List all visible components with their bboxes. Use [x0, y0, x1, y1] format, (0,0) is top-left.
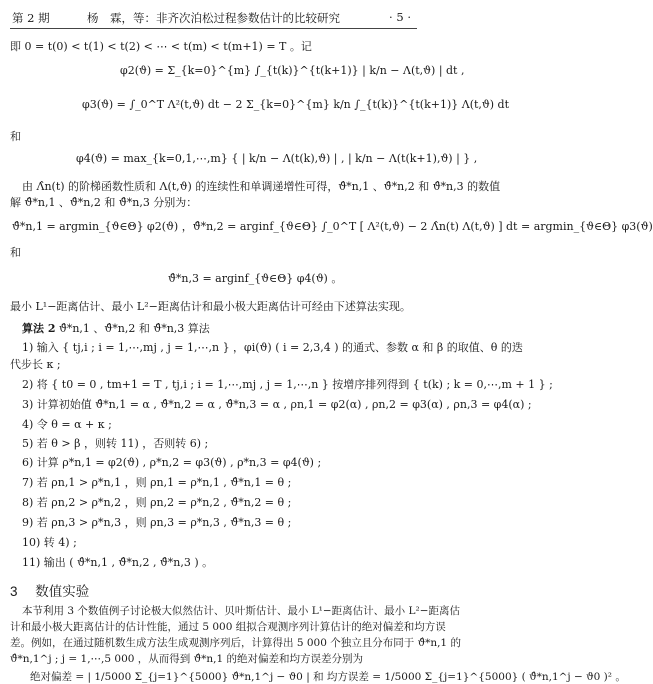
text-line: 最小 L¹−距离估计、最小 L²−距离估计和最小极大距离估计可经由下述算法实现。 — [10, 300, 411, 313]
text-line: 计和最小极大距离估计的估计性能，通过 5 000 组拟合观测序列计算估计的绝对偏差和均方误 — [10, 621, 446, 633]
algorithm-step: 3) 计算初始值 ϑ̂*n,1 = α , ϑ̂*n,2 = α , ϑ̂*n,3 = α , ρn,1 = φ2(α) , ρn,2 = φ3(α) , ρn,3 = φ4(α) ; — [22, 398, 532, 411]
algorithm-step: 7) 若 ρn,1 > ρ*n,1 ，则 ρn,1 = ρ*n,1 , ϑ̂*n,1 = θ ; — [22, 476, 292, 489]
running-title: 杨 霖，等：非齐次泊松过程参数估计的比较研究 — [87, 11, 340, 25]
algorithm-step: 11) 输出 ( ϑ̂*n,1 , ϑ̂*n,2 , ϑ̂*n,3 ) 。 — [22, 556, 214, 569]
text-line: 解 ϑ̂*n,1 、ϑ̂*n,2 和 ϑ̂*n,3 分别为： — [10, 196, 198, 209]
equation-minmax-estimator: ϑ̂*n,3 = arginf_{ϑ∈Θ} φ4(ϑ) 。 — [168, 272, 343, 285]
algorithm-step: 5) 若 θ > β ，则转 11) ，否则转 6) ; — [22, 437, 209, 450]
text-line: ϑ̂*n,1^j ; j = 1,⋯,5 000 ，从而得到 ϑ̂*n,1 的绝对偏差和均方误差分别为 — [10, 653, 363, 665]
running-header — [10, 8, 417, 29]
issue-number: 第 2 期 — [12, 11, 50, 25]
conjunction-label: 和 — [10, 130, 21, 143]
algorithm-step: 6) 计算 ρ*n,1 = φ2(ϑ) , ρ*n,2 = φ3(ϑ) , ρ*n,3 = φ4(ϑ) ; — [22, 456, 322, 469]
algorithm-label: 算法 2 — [22, 322, 56, 335]
equation-phi3: φ3(ϑ) = ∫_0^T Λ²(t,ϑ) dt − 2 Σ_{k=0}^{m} k/n ∫_{t(k)}^{t(k+1)} Λ(t,ϑ) dt — [82, 98, 510, 111]
section-number: 3 — [10, 584, 18, 599]
section-heading — [10, 580, 89, 600]
text-line: 由 Λ̂n(t) 的阶梯函数性质和 Λ(t,ϑ) 的连续性和单调递增性可得，ϑ̂*n,1 、ϑ̂*n,2 和 ϑ̂*n,3 的数值 — [22, 180, 501, 193]
equation-phi4: φ4(ϑ) = max_{k=0,1,⋯,m} { | k/n − Λ(t(k),ϑ) | , | k/n − Λ(t(k+1),ϑ) | } , — [76, 152, 478, 165]
algorithm-title: ϑ̂*n,1 、ϑ̂*n,2 和 ϑ̂*n,3 算法 — [58, 322, 210, 335]
text-line: 即 0 = t(0) < t(1) < t(2) < ⋯ < t(m) < t(m+1) = T 。记 — [10, 40, 312, 53]
algorithm-step: 10) 转 4) ; — [22, 536, 77, 549]
conjunction-label: 和 — [10, 246, 21, 259]
equation-estimators: ϑ̂*n,1 = argmin_{ϑ∈Θ} φ2(ϑ) ，ϑ̂*n,2 = arginf_{ϑ∈Θ} ∫_0^T [ Λ²(t,ϑ) − 2 Λ̂n(t) Λ(t,ϑ) ] dt = argmin_{ϑ∈Θ} φ3(ϑ) — [12, 220, 653, 233]
algorithm-step: 9) 若 ρn,3 > ρ*n,3 ，则 ρn,3 = ρ*n,3 , ϑ̂*n,3 = θ ; — [22, 516, 292, 529]
page-number: · 5 · — [389, 10, 411, 24]
equation-phi2: φ2(ϑ) = Σ_{k=0}^{m} ∫_{t(k)}^{t(k+1)} | k/n − Λ(t,ϑ) | dt , — [120, 64, 465, 77]
algorithm-step: 代步长 κ ; — [10, 358, 61, 371]
algorithm-step: 8) 若 ρn,2 > ρ*n,2 ，则 ρn,2 = ρ*n,2 , ϑ̂*n,2 = θ ; — [22, 496, 292, 509]
algorithm-heading — [22, 322, 417, 336]
algorithm-step: 1) 输入 { tj,i ; i = 1,⋯,mj , j = 1,⋯,n } ，φi(ϑ) ( i = 2,3,4 ) 的通式、参数 α 和 β 的取值、θ 的迭 — [22, 341, 523, 354]
algorithm-step: 4) 令 θ = α + κ ; — [22, 418, 112, 431]
text-line: 本节利用 3 个数值例子讨论极大似然估计、贝叶斯估计、最小 L¹−距离估计、最小 L²−距离估 — [22, 605, 460, 617]
equation-bias-mse: 绝对偏差 = | 1/5000 Σ_{j=1}^{5000} ϑ̂*n,1^j − ϑ0 | 和 均方误差 = 1/5000 Σ_{j=1}^{5000} ( ϑ̂*n,1^j − ϑ0 )² 。 — [30, 671, 626, 683]
text-line: 差。例如，在通过随机数生成方法生成观测序列后，计算得出 5 000 个独立且分布同于 ϑ̂*n,1 的 — [10, 637, 461, 649]
section-title: 数值实验 — [35, 584, 90, 599]
algorithm-step: 2) 将 { t0 = 0 , tm+1 = T , tj,i ; i = 1,⋯,mj , j = 1,⋯,n } 按增序排列得到 { t(k) ; k = 0,⋯,m + 1 } ; — [22, 378, 553, 391]
